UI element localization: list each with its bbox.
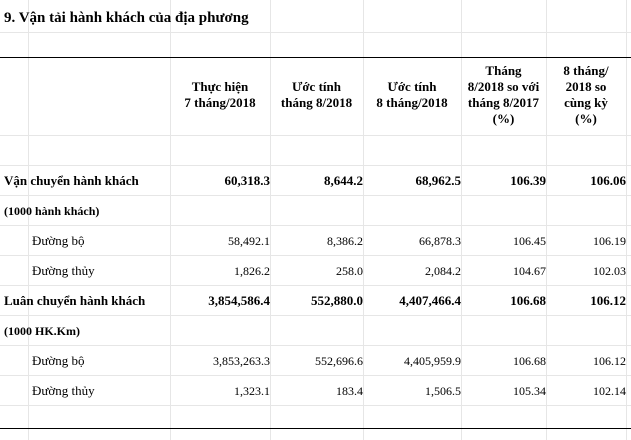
- cell-value: 58,492.1: [228, 234, 270, 248]
- cell-value: 552,880.0: [311, 293, 363, 308]
- cell-value: 106.12: [590, 293, 626, 308]
- cell-value: 3,853,263.3: [213, 354, 270, 368]
- table-row: [0, 226, 631, 256]
- unit-label: (1000 HK.Km): [4, 324, 80, 338]
- header-line: 2018 so: [565, 79, 607, 94]
- table-row: [0, 316, 631, 346]
- cell-value: 1,323.1: [234, 384, 270, 398]
- row-label: Luân chuyển hành khách: [4, 293, 146, 308]
- header-cell: [363, 60, 461, 130]
- header-cell: [170, 60, 270, 130]
- cell-value: 106.06: [590, 173, 626, 188]
- table-row: [0, 376, 631, 406]
- cell-value: 3,854,586.4: [208, 293, 270, 308]
- cell-value: 105.34: [513, 384, 546, 398]
- cell-value: 4,407,466.4: [399, 293, 461, 308]
- cell-value: 258.0: [336, 264, 363, 278]
- header-line: tháng 8/2018: [280, 95, 353, 110]
- header-top-rule: [0, 57, 631, 58]
- row-label: Đường bộ: [32, 353, 85, 368]
- grid-hline: [0, 32, 631, 33]
- row-label: Đường bộ: [32, 233, 85, 248]
- header-line: Tháng: [485, 63, 522, 78]
- header-line: 8/2018 so với: [467, 79, 540, 94]
- cell-value: 102.03: [593, 264, 626, 278]
- table-row: [0, 286, 631, 316]
- table-row: [0, 346, 631, 376]
- header-line: cùng kỳ: [564, 95, 608, 110]
- grid-hline: [0, 135, 631, 136]
- cell-value: 106.12: [593, 354, 626, 368]
- header-line: tháng 8/2017: [467, 95, 540, 110]
- cell-value: 183.4: [336, 384, 363, 398]
- table-title: 9. Vận tải hành khách của địa phương: [4, 10, 249, 26]
- table-row: [0, 256, 631, 286]
- cell-value: 2,084.2: [425, 264, 461, 278]
- cell-value: 106.68: [513, 354, 546, 368]
- row-label: Đường thủy: [32, 263, 95, 278]
- cell-value: 8,386.2: [327, 234, 363, 248]
- cell-value: 68,962.5: [415, 173, 461, 188]
- header-line: Ước tính: [292, 79, 341, 94]
- cell-value: 106.68: [510, 293, 546, 308]
- cell-value: 60,318.3: [224, 173, 270, 188]
- cell-value: 106.45: [513, 234, 546, 248]
- header-line: (%): [492, 111, 515, 126]
- table-bottom-rule: [0, 428, 631, 429]
- header-cell: [461, 60, 546, 130]
- header-cell: [270, 60, 363, 130]
- cell-value: 4,405,959.9: [404, 354, 461, 368]
- unit-label: (1000 hành khách): [4, 204, 100, 218]
- cell-value: 106.19: [593, 234, 626, 248]
- cell-value: 1,506.5: [425, 384, 461, 398]
- cell-value: 66,878.3: [419, 234, 461, 248]
- cell-value: 104.67: [513, 264, 546, 278]
- cell-value: 1,826.2: [234, 264, 270, 278]
- row-label: Vận chuyển hành khách: [4, 173, 139, 188]
- row-label: Đường thủy: [32, 383, 95, 398]
- header-line: Thực hiện: [191, 79, 249, 94]
- table-row: [0, 166, 631, 196]
- cell-value: 552,696.6: [315, 354, 363, 368]
- cell-value: 8,644.2: [324, 173, 363, 188]
- cell-value: 102.14: [593, 384, 626, 398]
- header-cell: [546, 60, 626, 130]
- table-row: [0, 196, 631, 226]
- header-line: (%): [575, 111, 597, 126]
- header-line: 8 tháng/2018: [376, 95, 448, 110]
- header-line: 7 tháng/2018: [184, 95, 256, 110]
- cell-value: 106.39: [510, 173, 546, 188]
- header-line: Ước tính: [387, 79, 437, 94]
- header-line: 8 tháng/: [563, 63, 609, 78]
